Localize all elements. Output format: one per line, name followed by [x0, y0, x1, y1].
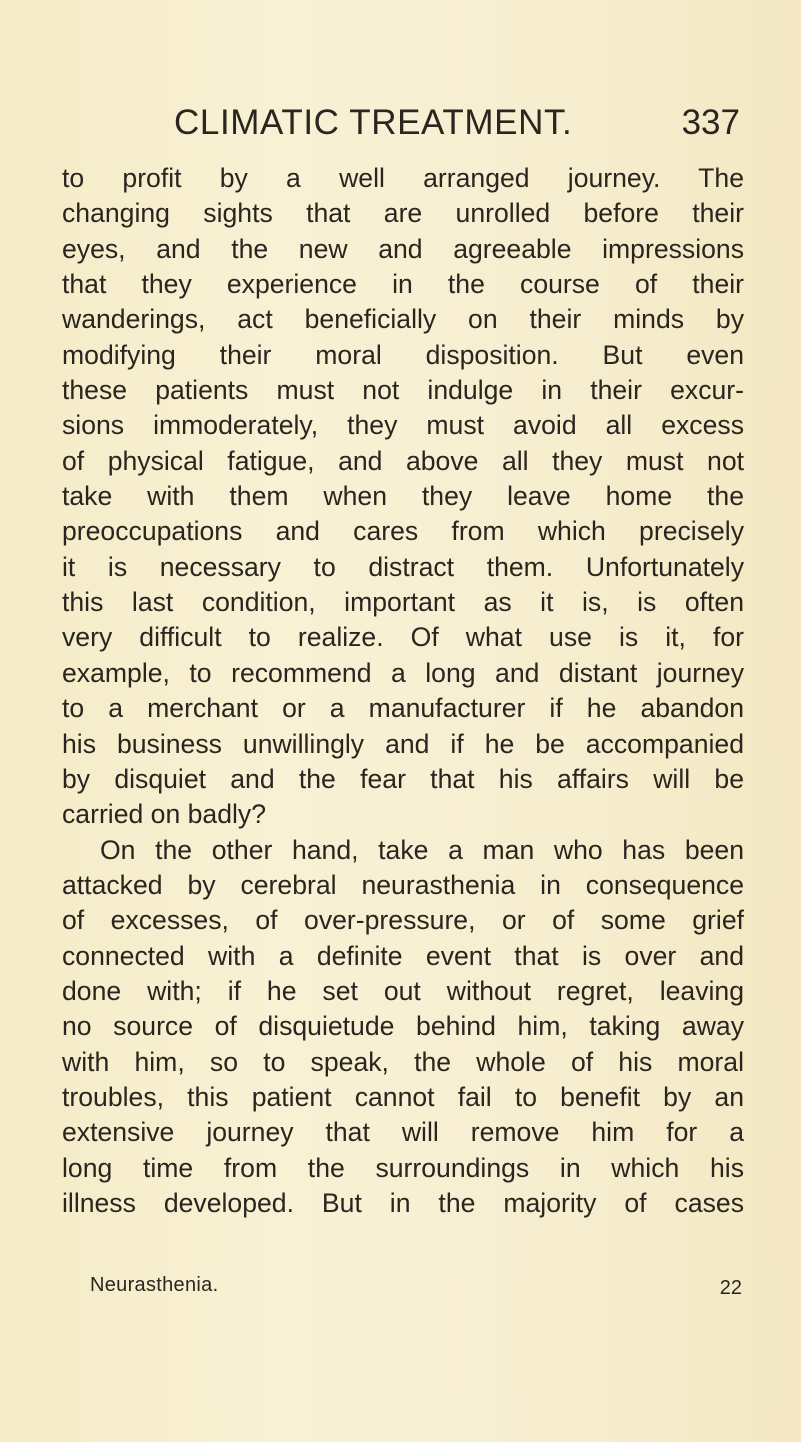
text-line: example, to recommend a long and distant journey — [62, 657, 744, 688]
running-title: CLIMATIC TREATMENT. — [174, 103, 573, 142]
sheet-number: 22 — [719, 1277, 742, 1299]
text-line: it is necessary to distract them. Unfortunately — [62, 551, 744, 582]
text-line: these patients must not indulge in their excur- — [62, 375, 744, 406]
text-line: take with them when they leave home the — [62, 481, 744, 512]
text-line: extensive journey that will remove him for a — [62, 1117, 744, 1148]
page-header — [60, 98, 740, 148]
text-line: very difficult to realize. Of what use is it, for — [62, 622, 744, 653]
text-line: with him, so to speak, the whole of his moral — [62, 1046, 744, 1077]
page-footer — [90, 1270, 742, 1300]
paragraph-start-line: On the other hand, take a man who has been — [100, 834, 744, 865]
text-line: his business unwillingly and if he be accompanied — [62, 728, 744, 759]
text-line: illness developed. But in the majority of cases — [62, 1187, 744, 1218]
text-line: sions immoderately, they must avoid all excess — [62, 410, 744, 441]
text-line: attacked by cerebral neurasthenia in consequence — [62, 869, 744, 900]
text-line: carried on badly? — [62, 799, 267, 830]
text-line: of excesses, of over-pressure, or of some grief — [62, 905, 744, 936]
text-line: modifying their moral disposition. But even — [62, 339, 744, 370]
page-number: 337 — [681, 103, 740, 142]
signature-mark: Neurasthenia. — [90, 1274, 219, 1296]
text-line: by disquiet and the fear that his affairs will be — [62, 763, 744, 794]
text-line: long time from the surroundings in which his — [62, 1152, 744, 1183]
text-line: to a merchant or a manufacturer if he abandon — [62, 693, 744, 724]
body-text — [62, 161, 744, 1221]
text-line: connected with a definite event that is over and — [62, 940, 744, 971]
text-line: no source of disquietude behind him, taking away — [62, 1011, 744, 1042]
text-line: done with; if he set out without regret, leaving — [62, 975, 744, 1006]
text-line: wanderings, act beneficially on their minds by — [62, 304, 744, 335]
text-line: of physical fatigue, and above all they must not — [62, 445, 744, 476]
text-line: that they experience in the course of their — [62, 269, 744, 300]
text-line: this last condition, important as it is, is often — [62, 587, 744, 618]
text-line: preoccupations and cares from which precisely — [62, 516, 744, 547]
text-line: to profit by a well arranged journey. The — [62, 163, 744, 193]
text-line: troubles, this patient cannot fail to benefit by an — [62, 1081, 744, 1112]
text-line: changing sights that are unrolled before their — [62, 198, 744, 229]
text-line: eyes, and the new and agreeable impressions — [62, 233, 744, 264]
